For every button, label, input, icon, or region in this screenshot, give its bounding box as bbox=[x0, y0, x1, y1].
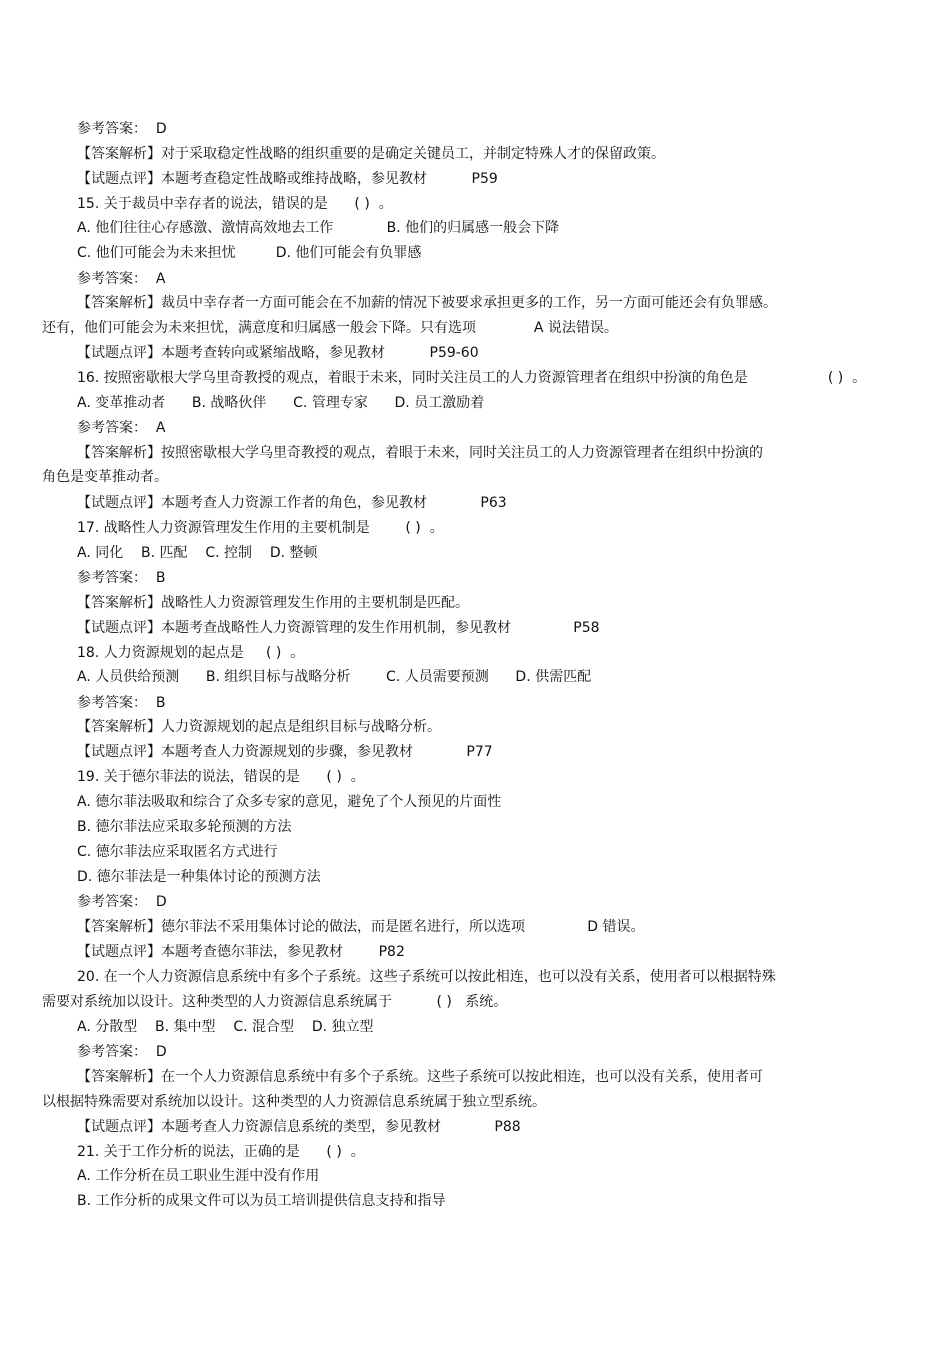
answer-line: 参考答案： D bbox=[77, 121, 167, 137]
analysis-line: 【答案解析】战略性人力资源管理发生作用的主要机制是匹配。 bbox=[77, 595, 469, 611]
analysis-line: 【答案解析】按照密歇根大学乌里奇教授的观点，着眼于未来，同时关注员工的人力资源管理者在组织中扮演的 bbox=[77, 445, 763, 461]
comment-line: 【试题点评】本题考查稳定性战略或维持战略，参见教材 P59 bbox=[77, 171, 498, 187]
answer-line: 参考答案： D bbox=[77, 1044, 167, 1060]
question-19: 19. 关于德尔菲法的说法，错误的是 ( ) 。 bbox=[77, 769, 365, 785]
analysis-continuation: 角色是变革推动者。 bbox=[42, 469, 168, 485]
answer-line: 参考答案： A bbox=[77, 420, 166, 436]
analysis-line: 【答案解析】在一个人力资源信息系统中有多个子系统。这些子系统可以按此相连，也可以没有关系，使用者可 bbox=[77, 1069, 763, 1085]
question-17: 17. 战略性人力资源管理发生作用的主要机制是 ( ) 。 bbox=[77, 520, 444, 536]
options-line: A. 人员供给预测 B. 组织目标与战略分析 C. 人员需要预测 D. 供需匹配 bbox=[77, 669, 592, 685]
analysis-line: 【答案解析】人力资源规划的起点是组织目标与战略分析。 bbox=[77, 719, 441, 735]
question-18: 18. 人力资源规划的起点是 ( ) 。 bbox=[77, 645, 305, 661]
analysis-line: 【答案解析】德尔菲法不采用集体讨论的做法，而是匿名进行，所以选项 D 错误。 bbox=[77, 919, 645, 935]
comment-line: 【试题点评】本题考查转向或紧缩战略，参见教材 P59-60 bbox=[77, 345, 479, 361]
options-line: A. 他们往往心存感激、激情高效地去工作 B. 他们的归属感一般会下降 bbox=[77, 220, 560, 236]
options-line: A. 变革推动者 B. 战略伙伴 C. 管理专家 D. 员工激励着 bbox=[77, 395, 485, 411]
comment-line: 【试题点评】本题考查战略性人力资源管理的发生作用机制，参见教材 P58 bbox=[77, 620, 600, 636]
analysis-line: 【答案解析】裁员中幸存者一方面可能会在不加薪的情况下被要求承担更多的工作，另一方面可能还会有负罪感。 bbox=[77, 295, 777, 311]
comment-line: 【试题点评】本题考查人力资源工作者的角色，参见教材 P63 bbox=[77, 495, 507, 511]
answer-line: 参考答案： B bbox=[77, 695, 166, 711]
question-continuation: 需要对系统加以设计。这种类型的人力资源信息系统属于 ( ) 系统。 bbox=[42, 994, 508, 1010]
option-a: A. 德尔菲法吸取和综合了众多专家的意见，避免了个人预见的片面性 bbox=[77, 794, 502, 810]
option-b: B. 工作分析的成果文件可以为员工培训提供信息支持和指导 bbox=[77, 1193, 446, 1209]
answer-line: 参考答案： A bbox=[77, 271, 166, 287]
answer-line: 参考答案： D bbox=[77, 894, 167, 910]
options-line: A. 分散型 B. 集中型 C. 混合型 D. 独立型 bbox=[77, 1019, 374, 1035]
option-d: D. 德尔菲法是一种集体讨论的预测方法 bbox=[77, 869, 321, 885]
question-15: 15. 关于裁员中幸存者的说法，错误的是 ( ) 。 bbox=[77, 196, 393, 212]
question-20: 20. 在一个人力资源信息系统中有多个子系统。这些子系统可以按此相连，也可以没有关系，使用者可以根据特殊 bbox=[77, 969, 776, 985]
option-b: B. 德尔菲法应采取多轮预测的方法 bbox=[77, 819, 292, 835]
analysis-line: 【答案解析】对于采取稳定性战略的组织重要的是确定关键员工，并制定特殊人才的保留政策。 bbox=[77, 146, 665, 162]
question-21: 21. 关于工作分析的说法，正确的是 ( ) 。 bbox=[77, 1144, 365, 1160]
comment-line: 【试题点评】本题考查人力资源规划的步骤，参见教材 P77 bbox=[77, 744, 493, 760]
comment-line: 【试题点评】本题考查德尔菲法，参见教材 P82 bbox=[77, 944, 405, 960]
analysis-continuation: 以根据特殊需要对系统加以设计。这种类型的人力资源信息系统属于独立型系统。 bbox=[42, 1094, 546, 1110]
analysis-continuation: 还有，他们可能会为未来担忧，满意度和归属感一般会下降。只有选项 A 说法错误。 bbox=[42, 320, 618, 336]
option-a: A. 工作分析在员工职业生涯中没有作用 bbox=[77, 1168, 320, 1184]
options-line: A. 同化 B. 匹配 C. 控制 D. 整顿 bbox=[77, 545, 318, 561]
question-16: 16. 按照密歇根大学乌里奇教授的观点，着眼于未来，同时关注员工的人力资源管理者在组织中扮演的角色是 ( ) 。 bbox=[77, 370, 867, 386]
option-c: C. 德尔菲法应采取匿名方式进行 bbox=[77, 844, 278, 860]
answer-line: 参考答案： B bbox=[77, 570, 166, 586]
comment-line: 【试题点评】本题考查人力资源信息系统的类型，参见教材 P88 bbox=[77, 1119, 521, 1135]
options-line: C. 他们可能会为未来担忧 D. 他们可能会有负罪感 bbox=[77, 245, 422, 261]
